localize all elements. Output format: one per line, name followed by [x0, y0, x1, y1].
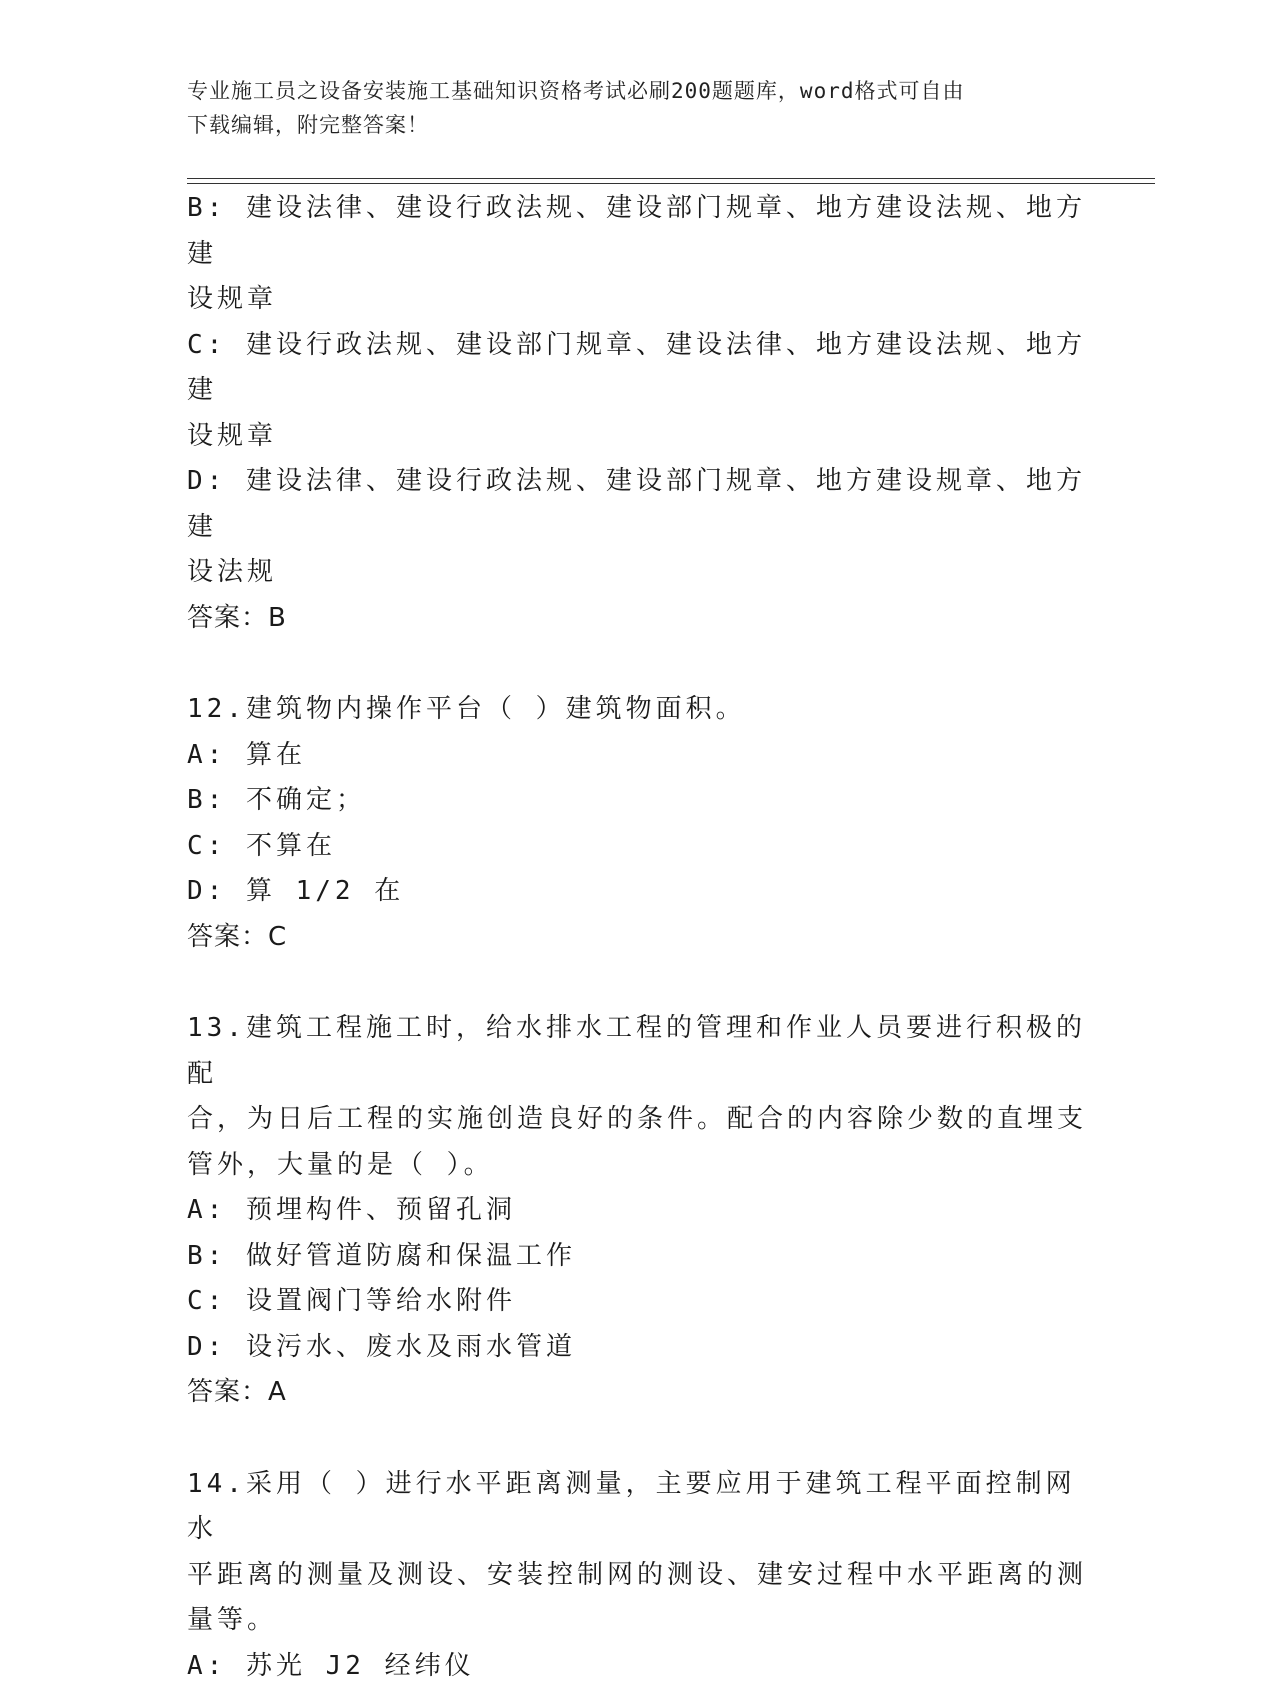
option-d-line-1: D: 建设法律、建设行政法规、建设部门规章、地方建设规章、地方建	[187, 459, 1087, 550]
option-a: A: 算在	[187, 733, 1087, 779]
question-text-line-2: 合，为日后工程的实施创造良好的条件。配合的内容除少数的直埋支	[187, 1097, 1087, 1143]
spacer	[187, 960, 1087, 1006]
question-text-line-2: 平距离的测量及测设、安装控制网的测设、建安过程中水平距离的测	[187, 1553, 1087, 1599]
answer-label: 答案：A	[187, 1370, 1087, 1416]
question-text-line-3: 管外，大量的是（ ）。	[187, 1143, 1087, 1189]
option-c: C: 不算在	[187, 824, 1087, 870]
question-text-line-1: 13.建筑工程施工时，给水排水工程的管理和作业人员要进行积极的配	[187, 1006, 1087, 1097]
option-d-line-2: 设法规	[187, 550, 1087, 596]
question-text-line-3: 量等。	[187, 1598, 1087, 1644]
document-header	[187, 74, 1067, 142]
option-d: D: 算 1/2 在	[187, 869, 1087, 915]
option-b-line-1: B: 建设法律、建设行政法规、建设部门规章、地方建设法规、地方建	[187, 186, 1087, 277]
option-d: D: 设污水、废水及雨水管道	[187, 1325, 1087, 1371]
answer-label: 答案：C	[187, 915, 1087, 961]
header-line-1: 专业施工员之设备安装施工基础知识资格考试必刷200题题库，word格式可自由	[187, 74, 1067, 108]
question-13	[187, 1006, 1087, 1416]
option-c-line-1: C: 建设行政法规、建设部门规章、建设法律、地方建设法规、地方建	[187, 323, 1087, 414]
question-11-tail	[187, 186, 1087, 641]
header-line-2: 下载编辑，附完整答案！	[187, 108, 1067, 142]
option-b-line-2: 设规章	[187, 277, 1087, 323]
header-divider-top	[187, 178, 1155, 179]
option-b: B: 不确定；	[187, 778, 1087, 824]
answer-label: 答案：B	[187, 596, 1087, 642]
question-text-line-1: 14.采用（ ）进行水平距离测量，主要应用于建筑工程平面控制网水	[187, 1462, 1087, 1553]
question-14	[187, 1462, 1087, 1689]
option-b: B: 做好管道防腐和保温工作	[187, 1234, 1087, 1280]
spacer	[187, 641, 1087, 687]
question-text: 12.建筑物内操作平台（ ）建筑物面积。	[187, 687, 1087, 733]
option-c-line-2: 设规章	[187, 414, 1087, 460]
option-a: A: 苏光 J2 经纬仪	[187, 1644, 1087, 1689]
question-list	[187, 186, 1087, 1689]
spacer	[187, 1416, 1087, 1462]
option-a: A: 预埋构件、预留孔洞	[187, 1188, 1087, 1234]
question-12	[187, 687, 1087, 960]
header-divider-bottom	[187, 183, 1155, 184]
option-c: C: 设置阀门等给水附件	[187, 1279, 1087, 1325]
